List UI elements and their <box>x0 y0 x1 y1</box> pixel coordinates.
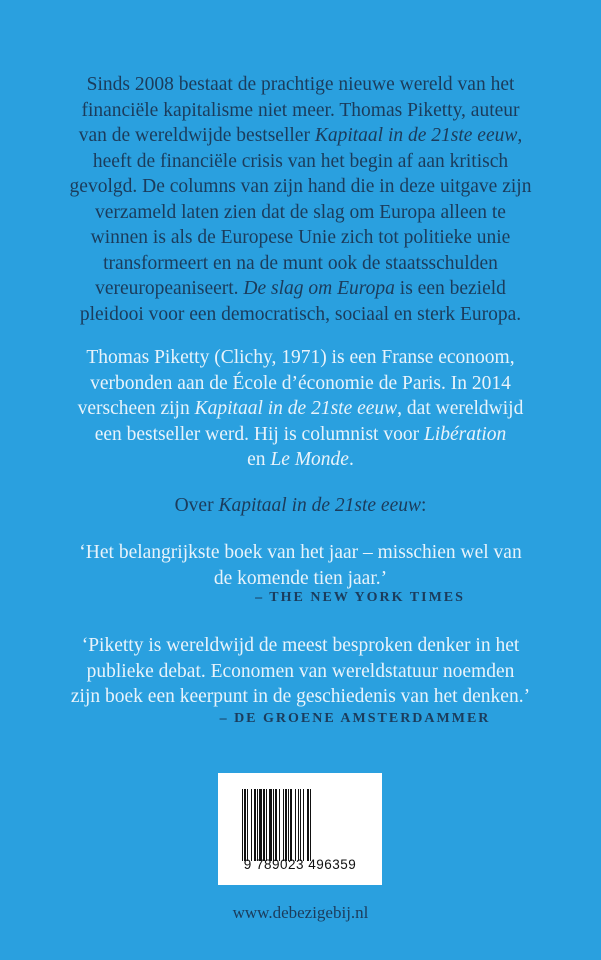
quote-nyt: ‘Het belangrijkste boek van het jaar – misschien wel van de komende tien jaar.’ <box>79 542 522 589</box>
blurb-line: gevolgd. De columns van zijn hand die in deze uitgave zijn <box>69 176 532 197</box>
blurb-line: verzameld laten zien dat de slag om Europa alleen te <box>95 201 506 223</box>
blurb-line: heeft de financiële crisis van het begin af aan kritisch <box>92 150 509 172</box>
blurb-line: pleidooi voor een democratisch, sociaal en sterk Europa. <box>79 303 522 325</box>
book-title: Kapitaal in de 21ste eeuw <box>314 125 518 146</box>
quote-source-nyt: – THE NEW YORK TIMES <box>255 590 465 605</box>
barcode <box>218 773 382 885</box>
quote-groene: ‘Piketty is wereldwijd de meest besproken denker in het publieke debat. Economen van wereldstatuur noemden zijn boek een keerpunt in de geschiedenis van het denken.’ <box>70 635 531 707</box>
author-bio: Thomas Piketty (Clichy, 1971) is een Franse econoom, verbonden aan de École d’économie de Paris. In 2014 verscheen zijn Kapitaal in de 21ste eeuw, dat wereldwijd een bestseller werd. Hij is columnist voor Libération en Le Monde. <box>77 347 524 470</box>
blurb-line: transformeert en na de munt ook de staatsschulden <box>103 252 498 274</box>
barcode-bars <box>242 789 360 861</box>
publisher-website: www.debezigebij.nl <box>232 903 369 922</box>
blurb-line: vereuropeaniseert. De slag om Europa is een bezield <box>95 278 506 299</box>
blurb-line: financiële kapitalisme niet meer. Thomas Piketty, auteur <box>81 99 520 121</box>
book-title: De slag om Europa <box>243 278 395 299</box>
blurb-line: winnen is als de Europese Unie zich tot politieke unie <box>90 227 511 248</box>
isbn-number: 9 789023 496359 <box>243 857 357 872</box>
blurb-line: Sinds 2008 bestaat de prachtige nieuwe wereld van het <box>86 74 515 95</box>
blurb-paragraph <box>0 72 601 327</box>
blurb-line: van de wereldwijde bestseller Kapitaal in de 21ste eeuw, <box>78 125 523 146</box>
quote-source-groene: – DE GROENE AMSTERDAMMER <box>219 711 491 726</box>
praise-heading: Over Kapitaal in de 21ste eeuw: <box>174 495 427 516</box>
